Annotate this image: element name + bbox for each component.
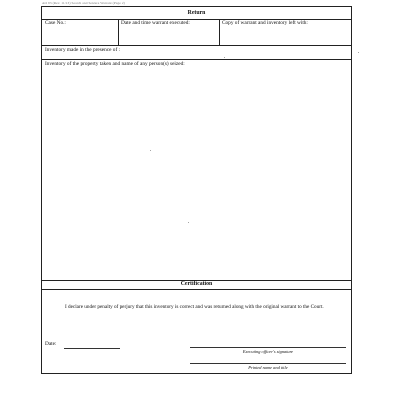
signature-caption: Executing officer's signature (242, 349, 294, 354)
printed-name-line (190, 363, 346, 364)
date-label: Date: (45, 341, 57, 347)
inventory-presence-label: Inventory made in the presence of : (45, 47, 121, 53)
return-section-title: Return (187, 10, 206, 16)
case-no-label: Case No.: (45, 20, 66, 26)
scan-speck (188, 222, 189, 223)
warrant-return-form (41, 6, 352, 374)
case-no-divider (118, 19, 119, 45)
date-line (64, 348, 120, 349)
copy-left-with-label: Copy of warrant and inventory left with: (222, 20, 308, 26)
row1-divider (42, 45, 351, 46)
scan-speck (224, 57, 225, 58)
form-id-header: AO 93 (Rev. 11/13) Search and Seizure Warrant (Page 2) (42, 1, 125, 5)
date-time-divider (219, 19, 220, 45)
date-time-executed-label: Date and time warrant executed: (121, 20, 190, 26)
inventory-property-label: Inventory of the property taken and name of any person(s) seized: (45, 61, 185, 67)
certification-title-divider (42, 289, 351, 290)
scan-speck (358, 52, 359, 53)
scan-speck (150, 150, 151, 151)
certification-section-title: Certification (180, 281, 213, 287)
signature-line (190, 347, 346, 348)
printed-name-caption: Printed name and title (248, 365, 288, 370)
certification-declaration: I declare under penalty of perjury that this inventory is correct and was returned along with the original warrant to the Court. (65, 304, 324, 310)
row2-divider (42, 59, 351, 60)
